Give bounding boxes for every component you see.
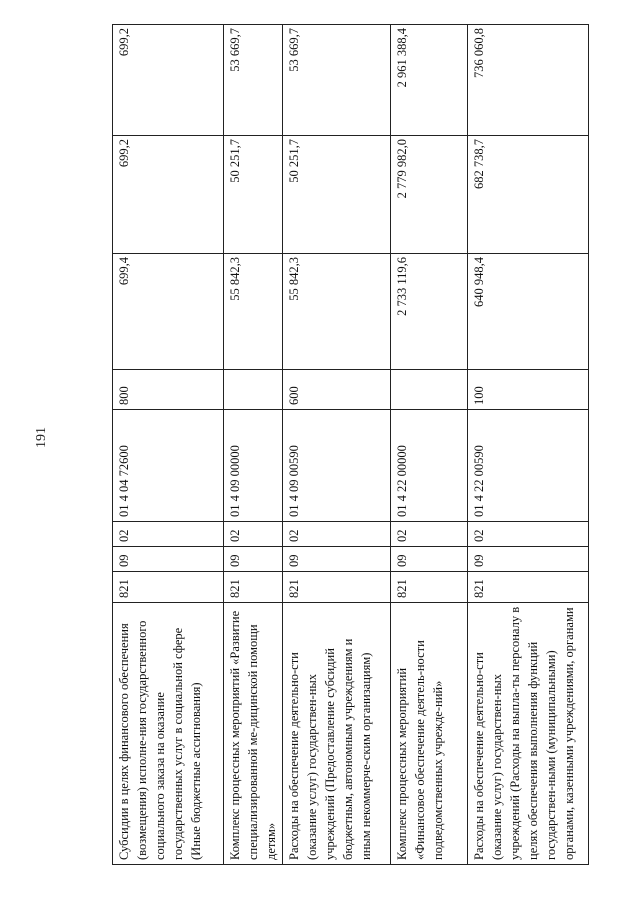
subsection-code: 02 (391, 522, 468, 547)
row-description: Расходы на обеспечение деятельно-сти (оказание услуг) государствен-ных учреждений (Расходы на выпла-ты персоналу в целях обеспечения выполнения функций государствен-ными (муниципальными) органами, казенными учреждениями, органами (468, 603, 589, 865)
subsection-code: 02 (283, 522, 391, 547)
subsection-code: 02 (113, 522, 224, 547)
amount-year-1: 640 948,4 (468, 254, 589, 370)
table-row (113, 25, 224, 865)
target-article: 01 4 04 72600 (113, 410, 224, 522)
page-number: 191 (34, 427, 49, 448)
row-description: Комплекс процессных мероприятий «Развитие специализированной ме-дицинской помощи детям» (224, 603, 283, 865)
amount-year-3: 2 961 388,4 (391, 25, 468, 136)
table-row (283, 25, 391, 865)
amount-year-2: 50 251,7 (283, 136, 391, 254)
expense-type: 100 (468, 370, 589, 410)
amount-year-2: 2 779 982,0 (391, 136, 468, 254)
amount-year-1: 2 733 119,6 (391, 254, 468, 370)
amount-year-3: 736 060,8 (468, 25, 589, 136)
expense-type: 600 (283, 370, 391, 410)
amount-year-3: 699,2 (113, 25, 224, 136)
amount-year-1: 55 842,3 (224, 254, 283, 370)
target-article: 01 4 22 00000 (391, 410, 468, 522)
section-code: 09 (224, 547, 283, 572)
budget-table (112, 24, 589, 865)
expense-type (391, 370, 468, 410)
admin-code: 821 (113, 572, 224, 603)
table-row (468, 25, 589, 865)
section-code: 09 (391, 547, 468, 572)
admin-code: 821 (224, 572, 283, 603)
admin-code: 821 (391, 572, 468, 603)
amount-year-1: 699,4 (113, 254, 224, 370)
amount-year-2: 682 738,7 (468, 136, 589, 254)
amount-year-2: 50 251,7 (224, 136, 283, 254)
amount-year-3: 53 669,7 (283, 25, 391, 136)
target-article: 01 4 09 00000 (224, 410, 283, 522)
target-article: 01 4 09 00590 (283, 410, 391, 522)
target-article: 01 4 22 00590 (468, 410, 589, 522)
section-code: 09 (468, 547, 589, 572)
amount-year-3: 53 669,7 (224, 25, 283, 136)
row-description: Расходы на обеспечение деятельно-сти (оказание услуг) государствен-ных учреждений (Предоставление субсидий бюджетным, автономным учреждениям и иным некоммерче-ским организациям) (283, 603, 391, 865)
admin-code: 821 (283, 572, 391, 603)
amount-year-1: 55 842,3 (283, 254, 391, 370)
section-code: 09 (283, 547, 391, 572)
row-description: Комплекс процессных мероприятий «Финансовое обеспечение деятель-ности подведомственных учрежде-ний» (391, 603, 468, 865)
subsection-code: 02 (224, 522, 283, 547)
expense-type (224, 370, 283, 410)
table-row (391, 25, 468, 865)
amount-year-2: 699,2 (113, 136, 224, 254)
admin-code: 821 (468, 572, 589, 603)
table-row (224, 25, 283, 865)
row-description: Субсидии в целях финансового обеспечения (возмещения) исполне-ния государственного социального заказа на оказание государственных услуг в социальной сфере (Иные бюджетные ассигнования) (113, 603, 224, 865)
subsection-code: 02 (468, 522, 589, 547)
budget-table-wrapper (112, 25, 587, 865)
section-code: 09 (113, 547, 224, 572)
expense-type: 800 (113, 370, 224, 410)
